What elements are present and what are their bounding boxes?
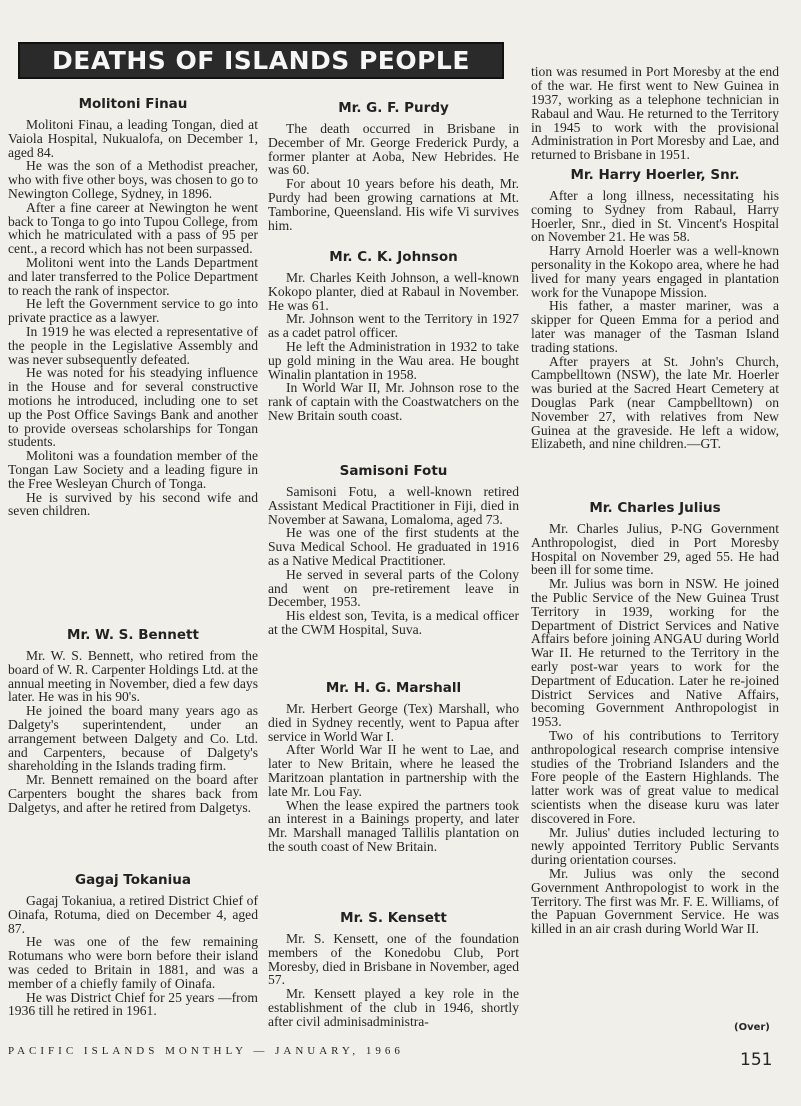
paragraph: Mr. Julius' duties included lecturing to newly appointed Territory Public Servants during orientation courses.	[531, 824, 779, 868]
article-heading: Gagaj Tokaniua	[74, 872, 192, 888]
paragraph: When the lease expired the partners took an interest in a Bainings property, and later Mr. Marshall managed Tallilis plantation on the south coast of New Britain.	[268, 797, 519, 854]
continued-marker: (Over)	[734, 1022, 770, 1033]
paragraph: Harry Arnold Hoerler was a well-known personality in the Kokopo area, where he had lived for many years engaged in plantation work for the Vunapope Mission.	[531, 243, 779, 300]
article-heading: Mr. H. G. Marshall	[325, 680, 462, 696]
paragraph: He left the Government service to go into private practice as a lawyer.	[8, 296, 258, 326]
article-heading: Mr. Harry Hoerler, Snr.	[570, 167, 740, 183]
paragraph: He was one of the few remaining Rotumans who were born before their island was ceded to Britain in 1881, and was a member of a chiefly family of Oinafa.	[8, 934, 258, 991]
paragraph: Mr. Charles Keith Johnson, a well-known Kokopo planter, died at Rabaul in November. He was 61.	[268, 270, 519, 313]
paragraph: He was the son of a Methodist preacher, who with five other boys, was chosen to go to Newington College, Sydney, in 1896.	[8, 158, 258, 201]
article-body-fotu	[268, 485, 519, 637]
article-body-julius	[531, 522, 779, 936]
article-heading: Mr. W. S. Bennett	[67, 627, 199, 643]
paragraph: Molitoni was a foundation member of the Tongan Law Society and a leading figure in the Free Wesleyan Church of Tonga.	[8, 448, 258, 491]
paragraph: Two of his contributions to Territory anthropological research comprise intensive studies of the Trobriand Islanders and the Fore people of the Eastern Highlands. The latter work was of great value to medical scientists when the disease kuru was later discovered in Fore.	[531, 727, 779, 826]
page-number: 151	[740, 1050, 773, 1070]
page-footer: PACIFIC ISLANDS MONTHLY — JANUARY, 1966	[8, 1045, 404, 1057]
paragraph: Mr. Julius was born in NSW. He joined the Public Service of the New Guinea Trust Territory in 1939, working for the Department of District Services and Native Affairs before joining ANGAU during World War II. He returned to the Territory in the early post-war years to work for the Department of Education. Later he re-joined District Services and Native Affairs, becoming Government Anthropologist in 1953.	[531, 576, 779, 730]
article-body-purdy	[268, 122, 519, 232]
paragraph: Molitoni Finau, a leading Tongan, died at Vaiola Hospital, Nukualofa, on December 1, aged 84.	[8, 117, 258, 160]
paragraph: In World War II, Mr. Johnson rose to the rank of captain with the Coastwatchers on the New Britain south coast.	[268, 380, 519, 423]
article-heading: Mr. S. Kensett	[340, 910, 447, 926]
column-2	[268, 0, 519, 1040]
paragraph: He was one of the first students at the Suva Medical School. He graduated in 1916 as a Native Medical Practitioner.	[268, 525, 519, 568]
article-body-hoerler	[531, 189, 779, 451]
article-body-finau	[8, 118, 258, 518]
paragraph: Mr. W. S. Bennett, who retired from the board of W. R. Carpenter Holdings Ltd. at the annual meeting in November, died a few days later. He was in his 90's.	[8, 648, 258, 705]
article-body-bennett	[8, 649, 258, 815]
paragraph: After a fine career at Newington he went back to Tonga to go into Tupou College, from which he matriculated with a pass of 95 per cent., a record which has not been surpassed.	[8, 199, 258, 257]
paragraph: The death occurred in Brisbane in December of Mr. George Frederick Purdy, a former planter at Aoba, New Hebrides. He was 60.	[268, 121, 519, 178]
paragraph: Molitoni went into the Lands Department and later transferred to the Police Department to reach the rank of inspector.	[8, 254, 258, 298]
paragraph: After a long illness, necessitating his coming to Sydney from Rabaul, Harry Hoerler, Snr., died in St. Vincent's Hospital on November 21. He was 58.	[531, 188, 779, 245]
article-body-johnson	[268, 271, 519, 423]
paragraph: Mr. Herbert George (Tex) Marshall, who died in Sydney recently, went to Papua after service in World War I.	[268, 701, 519, 744]
article-body-tokaniua	[8, 894, 258, 1018]
paragraph: Mr. Bennett remained on the board after Carpenters bought the shares back from Dalgetys, and after he retired from Dalgetys.	[8, 772, 258, 815]
paragraph: In 1919 he was elected a representative of the people in the Legislative Assembly and was never subsequently defeated.	[8, 323, 258, 367]
article-heading: Mr. Charles Julius	[589, 500, 721, 516]
paragraph: He was noted for his steadying influence in the House and for several constructive motions he introduced, including one to set up the Post Office Savings Bank and another to provide overseas scholarships for Tongan students.	[8, 365, 258, 450]
paragraph: Samisoni Fotu, a well-known retired Assistant Medical Practitioner in Fiji, died in November at Sawana, Lomaloma, aged 73.	[268, 484, 519, 527]
paragraph: He joined the board many years ago as Dalgety's superintendent, under an arrangement between Dalgety and Co. Ltd. and Carpenters, because of Dalgety's shareholding in the Islands trading firm.	[8, 703, 258, 774]
article-body-kensett-continued	[531, 38, 779, 162]
paragraph-continued: Mr. Kensett played a key role in the establishment of the club in 1946, shortly after civil adminisadministra-	[268, 987, 519, 1029]
paragraph: Mr. Johnson went to the Territory in 1927 as a cadet patrol officer.	[268, 311, 519, 341]
paragraph: After World War II he went to Lae, and later to New Britain, where he leased the Maritzoan plantation in partnership with the late Mr. Lou Fay.	[268, 742, 519, 799]
kensett-tail-text: tion was resumed in Port Moresby at the end of the war. He first went to New Guinea in 1937, working as a telephone technician in Rabaul and Wau. He returned to the Territory in 1945 to work with the provisional Administration in Port Moresby and Lae, and returned to Brisbane in 1951.	[531, 64, 779, 162]
article-heading: Samisoni Fotu	[339, 463, 448, 479]
column-1	[8, 0, 258, 1040]
paragraph: He left the Administration in 1932 to take up gold mining in the Wau area. He bought Winalin plantation in 1958.	[268, 338, 519, 382]
paragraph: After prayers at St. John's Church, Campbelltown (NSW), the late Mr. Hoerler was buried at the Sacred Heart Cemetery at Douglas Park (near Campbelltown) on November 27, with relatives from New Guinea at the graveside. He left a widow, Elizabeth, and nine children.—GT.	[531, 353, 779, 452]
article-heading: Molitoni Finau	[78, 96, 188, 112]
paragraph: Mr. Charles Julius, P-NG Government Anthropologist, died in Port Moresby Hospital on November 29, aged 55. He had been ill for some time.	[531, 521, 779, 578]
paragraph: He is survived by his second wife and seven children.	[8, 489, 258, 519]
paragraph: Mr. Julius was only the second Government Anthropologist to work in the Territory. The first was Mr. F. E. Williams, of the Papuan Government Service. He was killed in an air crash during World War II.	[531, 865, 779, 937]
article-body-kensett-start	[268, 932, 519, 1029]
column-3	[531, 0, 779, 1040]
paragraph: For about 10 years before his death, Mr. Purdy had been growing carnations at Mt. Tamborine, Queensland. His wife Vi survives him.	[268, 176, 519, 233]
paragraph: Mr. S. Kensett, one of the foundation members of the Konedobu Club, Port Moresby, died in Brisbane in November, aged 57.	[268, 931, 519, 988]
paragraph-continuation	[531, 38, 779, 162]
article-heading: Mr. G. F. Purdy	[338, 100, 449, 116]
paragraph: He served in several parts of the Colony and went on pre-retirement leave in December, 1953.	[268, 566, 519, 610]
paragraph: He was District Chief for 25 years —from 1936 till he retired in 1961.	[8, 989, 258, 1019]
article-heading: Mr. C. K. Johnson	[329, 249, 458, 265]
paragraph: His father, a master mariner, was a skipper for Queen Emma for a period and later was manager of the Tasman Island trading stations.	[531, 298, 779, 355]
paragraph: Gagaj Tokaniua, a retired District Chief of Oinafa, Rotuma, died on December 4, aged 87.	[8, 893, 258, 936]
paragraph: His eldest son, Tevita, is a medical officer at the CWM Hospital, Suva.	[268, 608, 519, 637]
banner-title: DEATHS OF ISLANDS PEOPLE	[52, 46, 470, 75]
article-body-marshall	[268, 702, 519, 854]
